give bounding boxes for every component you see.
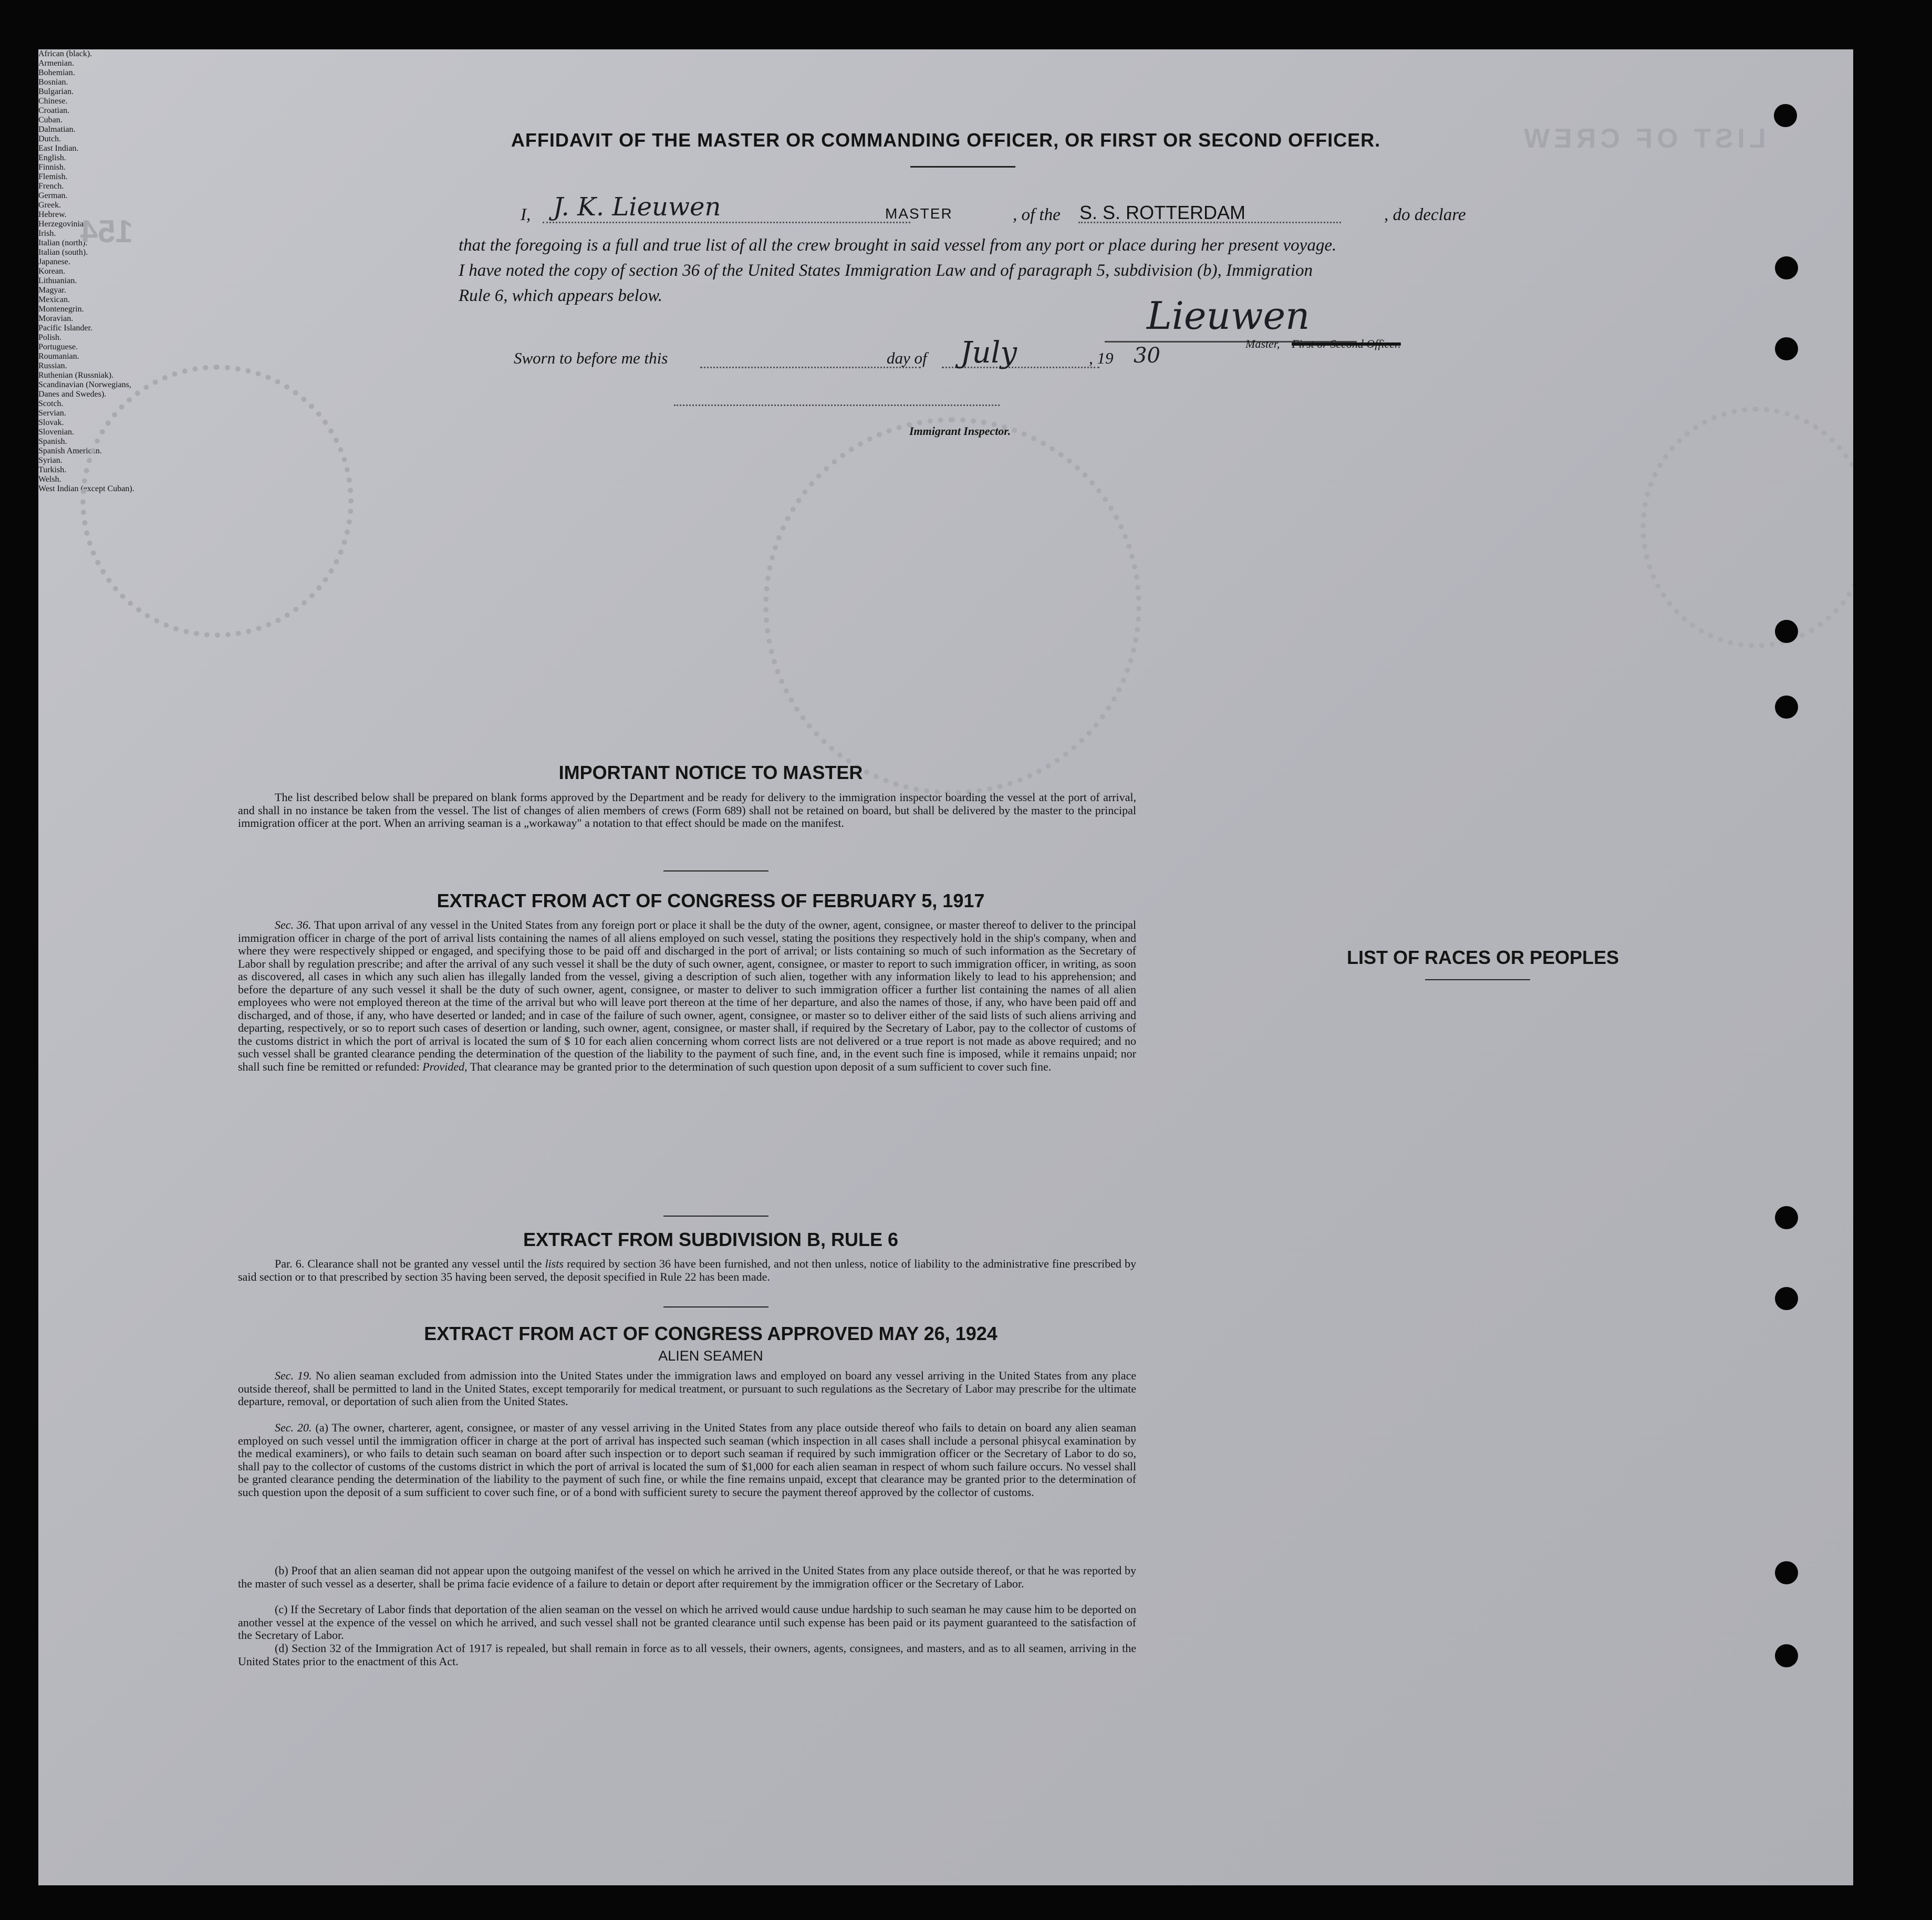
title-divider [910, 166, 1015, 168]
punch-hole [1775, 1206, 1798, 1229]
month-handwritten: July [960, 336, 1017, 370]
punch-hole [1775, 337, 1798, 360]
affidavit-title: AFFIDAVIT OF THE MASTER OR COMMANDING OFFICER, OR FIRST OR SECOND OFFICER. [511, 129, 1381, 151]
sec-20a-body: (a) The owner, charterer, agent, consignee, or master of any vessel arriving in the United States from any place outside thereof who fails to detain on board any alien seaman employed on such vessel until the immigration officer in charge at the port of arrival has inspected such seaman (which inspection in all cases shall include a personal phisycal examination by the medical examiners), or who fails to detain such seaman on board after such inspection or to deport such seaman if required by such immigration officer or the Secretary of Labor to do so, shall pay to the collector of customs of the customs district in which the port of arrival is located the sum of $1,000 for each alien seaman in respect of whom such failure occurs. No vessel shall be granted clearance pending the determination of the liability to the payment of such fine, or while the fine remains unpaid, except that clearance may be granted prior to the determination of such question upon the deposit of a sum sufficient to cover such fine, or of a bond with sufficient surety to secure the payment thereof approved by the collector of customs. [238, 1421, 1136, 1499]
rule6-text-a: Par. 6. Clearance shall not be granted any vessel until the [275, 1257, 542, 1270]
extract-rule6-text [238, 1258, 1136, 1283]
race-item: Cuban. [38, 116, 63, 124]
race-item: Turkish. [38, 465, 67, 474]
name-blank [543, 222, 910, 223]
races-title: LIST OF RACES OR PEOPLES [1346, 947, 1619, 968]
race-item: Korean. [38, 267, 66, 276]
rule6-text-b: required by section 36 have been furnished, and not then unless, notice of liability to the administrative fine prescribed by said section or to that prescribed by section 35 having been served, the deposit specified in Rule 22 has been made. [238, 1257, 1137, 1283]
extract-rule6-title: EXTRACT FROM SUBDIVISION B, RULE 6 [523, 1229, 899, 1250]
sec-20d-text: (d) Section 32 of the Immigration Act of 1917 is repealed, but shall remain in force as to all vessels, their owners, agents, consignees, and masters, and as to all seamen, arriving in the United States prior to the enactment of this Act. [238, 1642, 1136, 1668]
race-item: Roumanian. [38, 352, 79, 361]
punch-hole [1775, 620, 1798, 643]
rule6-lists-word: lists [545, 1257, 564, 1270]
inspector-signature-line [674, 404, 1000, 406]
race-item: Irish. [38, 229, 56, 238]
extract-1924-subtitle: ALIEN SEAMEN [658, 1348, 763, 1364]
race-item: Pacific Islander. [38, 324, 93, 333]
race-item: Magyar. [38, 286, 66, 295]
bleed-through-heading: LIST OF CREW [1520, 123, 1766, 154]
extract-1917-divider [663, 1216, 768, 1217]
race-item: Mexican. [38, 295, 70, 304]
race-item: Japanese. [38, 257, 70, 266]
bleed-through-page-number: 154 [80, 214, 133, 249]
race-item: Montenegrin. [38, 305, 84, 314]
sec-20a-text [238, 1421, 1136, 1499]
race-item: Italian (north). [38, 238, 88, 247]
punch-hole [1775, 1287, 1798, 1310]
race-item: Armenian. [38, 59, 74, 68]
race-item: Bulgarian. [38, 87, 74, 96]
bleed-through-seal-center [763, 417, 1141, 795]
sworn-label: Sworn to before me this [514, 349, 668, 367]
sec-20c-text: (c) If the Secretary of Labor finds that deportation of the alien seaman on the vessel on which he arrived would cause undue hardship to such seaman he may cause him to be deported on another vessel at the expence of the vessel on which he arrived, and such vessel shall not be granted clearance until such expense has been paid or its payment guaranteed to the satisfaction of the Secretary of Labor. [238, 1603, 1136, 1642]
race-item: Bohemian. [38, 68, 75, 77]
races-divider [1425, 979, 1530, 980]
race-item: Moravian. [38, 314, 74, 323]
race-item: German. [38, 191, 68, 200]
sec-19-text [238, 1369, 1136, 1408]
punch-hole [1775, 256, 1798, 279]
rank-value: MASTER [885, 205, 953, 222]
race-item: Chinese. [38, 97, 68, 106]
race-item: Hebrew. [38, 210, 67, 219]
race-item: Slovenian. [38, 428, 74, 437]
race-item: Finnish. [38, 163, 66, 172]
extract-1924-title: EXTRACT FROM ACT OF CONGRESS APPROVED MAY 26, 1924 [424, 1323, 998, 1344]
of-the-label: , of the [1013, 205, 1061, 224]
vessel-name: S. S. ROTTERDAM [1079, 202, 1246, 223]
signature-caption-master: Master, [1245, 337, 1280, 350]
proviso-body: That clearance may be granted prior to the determination of such question upon deposit of a sum sufficient to cover such fine. [470, 1060, 1052, 1073]
race-item: Croatian. [38, 106, 70, 115]
punch-hole [1774, 104, 1797, 127]
notice-divider [663, 870, 768, 871]
race-item: Bosnian. [38, 78, 68, 87]
sec-19-body: No alien seaman excluded from admission into the United States under the immigration laws and employed on board any vessel arriving in the United States from any place outside thereof, shall be permitted to land in the United States, except temporarily for medical treatment, or pursuant to such regulations as the Secretary of Labor may prescribe for the ultimate departure, removal, or deportation of such alien from the United States. [238, 1369, 1137, 1408]
race-item: Spanish. [38, 437, 67, 446]
race-item-continuation: Danes and Swedes). [38, 390, 107, 399]
sec-20-label: Sec. 20. [275, 1421, 312, 1434]
race-item: Polish. [38, 333, 62, 342]
race-item: Ruthenian (Russniak). [38, 371, 114, 380]
race-item: Scotch. [38, 399, 64, 408]
race-item: Herzegovinian. [38, 220, 90, 229]
extract-1917-text [238, 919, 1136, 1073]
affidavit-line-3: I have noted the copy of section 36 of the United States Immigration Law and of paragraph 5, subdivision (b), Immigration [459, 261, 1313, 280]
proviso-label: Provided, [422, 1060, 468, 1073]
punch-hole [1775, 1644, 1798, 1667]
race-item: Servian. [38, 409, 66, 418]
race-item: African (black). [38, 49, 92, 58]
race-item: West Indian (except Cuban). [38, 484, 134, 493]
race-item: Flemish. [38, 172, 68, 181]
signature-caption-struck: First or Second Officer. [1292, 337, 1401, 350]
race-item: Dutch. [38, 134, 61, 143]
year-prefix: , 19 [1089, 349, 1114, 367]
year-handwritten: 30 [1134, 344, 1160, 368]
sec-36-body: That upon arrival of any vessel in the United States from any foreign port or place it shall be the duty of the owner, agent, consignee, or master thereof to deliver to the principal immigration officer in charge of the port of arrival lists containing the names of all aliens employed on such vessel, stating the positions they respectively hold in the ship's company, when and where they were respectively shipped or engaged, and specifying those to be paid off and discharged in the port of arrival; or lists containing so much of such information as the Secretary of Labor shall by regulation prescribe; and after the arrival of any such vessel it shall be the duty of such owner, agent, consignee, or master to report to such immigration officer, in writing, as soon as discovered, all cases in which any such alien has illegally landed from the vessel, giving a description of such alien, together with any information likely to lead to his apprehension; and before the departure of any such vessel it shall be the duty of such owner, agent, consignee, or master to deliver to such immigration officer a further list containing the names of all alien employees who were not employed thereon at the time of the arrival but who will leave port thereon at the time of her departure, and also the names of those, if any, who have been paid off and discharged, and of those, if any, who have deserted or landed; and in case of the failure of such owner, agent, consignee, or master so to deliver either of the said lists of such aliens arriving and departing, respectively, or so to report such cases of desertion or landing, such owner, agent, consignee, or master shall, if required by the Secretary of Labor, pay to the collector of customs of the customs district in which the port of arrival is located the sum of $ 10 for each alien concerning whom correct lists are not delivered or a true report is not made as above required; and no such vessel shall be granted clearance pending the determination of the question of the liability to the payment of such fine, and, in the event such fine is imposed, while it remains unpaid; nor shall such fine be remitted or refunded: [238, 918, 1136, 1073]
sec-36-label: Sec. 36. [275, 918, 311, 931]
affidavit-line-4: Rule 6, which appears below. [459, 286, 663, 305]
master-name-handwritten: J. K. Lieuwen [553, 192, 721, 222]
extract-rule6-divider [663, 1306, 768, 1307]
day-of-label: day of [887, 349, 927, 367]
race-item: French. [38, 182, 64, 191]
sec-19-label: Sec. 19. [275, 1369, 312, 1382]
document-page [38, 49, 1853, 1885]
race-item: Spanish American. [38, 447, 102, 455]
race-item: Welsh. [38, 475, 61, 484]
vessel-blank [1078, 222, 1341, 223]
race-item: English. [38, 153, 66, 162]
extract-1917-title: EXTRACT FROM ACT OF CONGRESS OF FEBRUARY 5, 1917 [437, 890, 985, 911]
race-item: Russian. [38, 361, 67, 370]
race-item: Italian (south). [38, 248, 88, 257]
master-signature: Lieuwen [1147, 294, 1310, 338]
race-item: Scandinavian (Norwegians, [38, 380, 131, 389]
affidavit-line-2: that the foregoing is a full and true list of all the crew brought in said vessel from any port or place during her present voyage. [459, 236, 1337, 255]
punch-hole [1775, 696, 1798, 719]
bleed-through-seal-left [80, 365, 354, 638]
notice-title: IMPORTANT NOTICE TO MASTER [558, 762, 863, 783]
sec-20b-text: (b) Proof that an alien seaman did not appear upon the outgoing manifest of the vessel on which he arrived in the United States from any place outside thereof, or that he was reported by the master of such vessel as a deserter, shall be prima facie evidence of a failure to detain or deport after requirement by the immigration officer or the Secretary of Labor. [238, 1564, 1136, 1590]
punch-hole [1775, 1561, 1798, 1584]
affidavit-i-label: I, [521, 205, 531, 224]
race-item: Slovak. [38, 418, 64, 427]
race-item: East Indian. [38, 144, 79, 153]
inspector-caption: Immigrant Inspector. [909, 424, 1011, 438]
race-item: Portuguese. [38, 343, 78, 351]
notice-text: The list described below shall be prepared on blank forms approved by the Department and be ready for delivery to the immigration inspector boarding the vessel at the port of arrival, and shall in no instance be taken from the vessel. The list of changes of alien members of crews (Form 689) shall not be retained on board, but shall be delivered by the master to the principal immigration officer at the port. When an arriving seaman is a „workaway" a notation to that effect should be made on the manifest. [238, 791, 1136, 829]
race-item: Dalmatian. [38, 125, 76, 134]
do-declare-label: , do declare [1384, 205, 1466, 224]
race-item: Greek. [38, 201, 61, 210]
race-item: Lithuanian. [38, 276, 77, 285]
race-item: Syrian. [38, 456, 63, 465]
